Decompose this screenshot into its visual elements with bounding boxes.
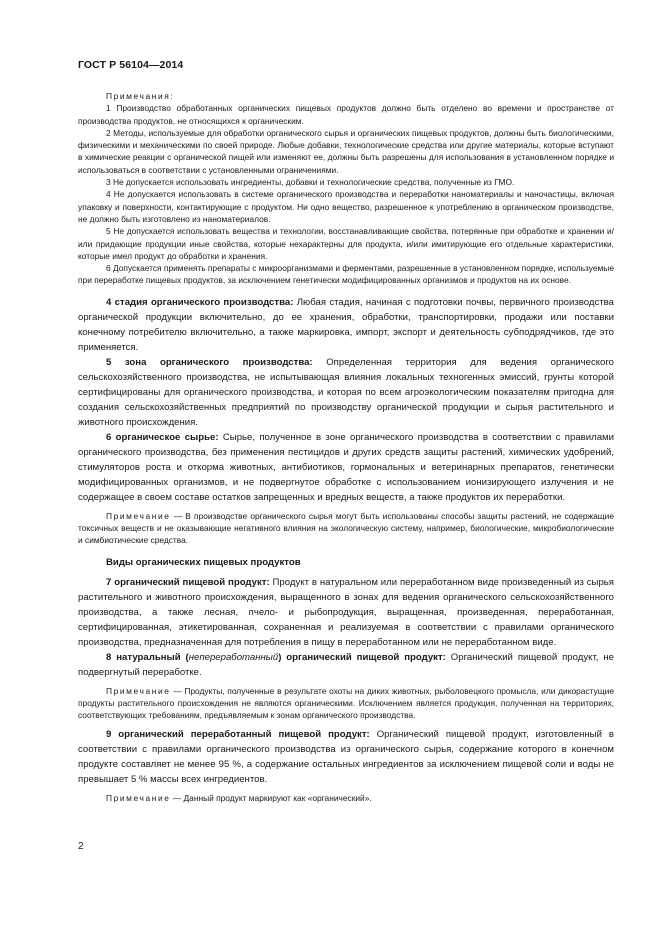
document-header: ГОСТ Р 56104—2014 xyxy=(78,59,184,71)
note-item-5: 5 Не допускается использовать вещества и технологии, восстанавливающие свойства, потерянные при обработке и хранении и/или придающие продукции иные свойства, которые нехарактерны для продукта, и/или имитирующие его отдельные характеристики, которые имел продукт до обработки и хранения. xyxy=(78,226,614,261)
term-8-label: 8 натуральный (непереработанный) органический пищевой продукт: xyxy=(106,651,446,663)
note-label: Примечание xyxy=(106,685,171,696)
term-6-text: Сырье, полученное в зоне органического производства в соответствии с правилами органического производства, без применения пестицидов и других средств защиты растений, химических удобрений, стимуляторов роста и откорма животных, антибиотиков, гормональных и ветеринарных препаратов, генетически модифицированных организмов, и не подвергнутое обработке с использованием ионизирующего излучения и не содержащее в своем составе остатков запрещенных и вредных веществ, а также продуктов их переработки. xyxy=(78,431,614,503)
notes-title: Примечания: xyxy=(106,91,175,101)
note-item-4: 4 Не допускается использовать в системе органического производства и переработки наноматериалы и наночастицы, включая упаковку и поверхности, контактирующие с продуктом. Ни одно вещество, разрешенное к употреблению в органическом производстве, не должно быть изготовлено из наноматериалов. xyxy=(78,189,614,224)
note-item-1: 1 Производство обработанных органических пищевых продуктов должно быть отделено во времени и пространстве от производства продуктов, не относящихся к органическим. xyxy=(78,103,614,126)
note-term-9 xyxy=(78,792,614,804)
term-7 xyxy=(78,575,614,650)
note-text: — Продукты, полученные в результате охоты на диких животных, рыболовецкого промысла, или дикорастущие продукты растительного происхождения не являются органическими. Исключением является продукция, полученная на территориях, соответствующих требованиям, предъявляемым к зонам органического производства. xyxy=(78,685,614,721)
note-item-2: 2 Методы, используемые для обработки органического сырья и органических пищевых продуктов, должны быть биологическими, физическими и механическими по своей природе. Любые добавки, технологические средства или другие материалы, которые вступают в химические реакции с органической пищей или изменяют ее, должны быть разрешены для использования в установленном порядке и использоваться в соответствии с установленными ограничениями. xyxy=(78,127,614,175)
term-7-label: 7 органический пищевой продукт: xyxy=(106,576,270,588)
term-8 xyxy=(78,650,614,680)
term-8-text: Органический пищевой продукт, не подвергнутый переработке. xyxy=(78,651,614,678)
note-term-6 xyxy=(78,510,614,547)
term-5 xyxy=(78,355,614,430)
term-6-label: 6 органическое сырье: xyxy=(106,431,219,443)
note-label: Примечание xyxy=(106,510,171,521)
term-4 xyxy=(78,295,614,355)
term-7-text: Продукт в натуральном или переработанном виде произведенный из сырья растительного и животного происхождения, выращенного в зонах для ведения органического сельскохозяйственного производства, а также лесная, пчело- и рыбопродукция, выращенная, произведенная, переработанная, сертифицированная, этикетированная, сохраненная и реализуемая в соответствии с правилами органического производства, предназначенная для потребления в пищу в переработанном или не переработанном виде. xyxy=(78,576,614,648)
term-6 xyxy=(78,430,614,505)
term-5-text: Определенная территория для ведения органического сельскохозяйственного производства, не испытывающая влияния локальных техногенных эмиссий, грунты которой сертифицированы для органического производства, и которая по всем агроэкологическим показателям пригодна для создания сельскохозяйственных предприятий по производству органической продукции и сырья растительного и животного происхождения. xyxy=(78,356,615,428)
term-9-text: Органический пищевой продукт, изготовленный в соответствии с правилами органического производства из органического сырья, содержание которого в конечном продукте составляет не менее 95 %, а содержание остальных ингредиентов за исключением пищевой соли и воды не превышает 5 % массы всех ингредиентов. xyxy=(78,728,614,785)
note-item-3: 3 Не допускается использовать ингредиенты, добавки и технологические средства, полученные из ГМО. xyxy=(106,177,515,188)
page-number: 2 xyxy=(78,841,84,852)
term-9 xyxy=(78,727,614,787)
note-term-8 xyxy=(78,685,614,722)
section-heading: Виды органических пищевых продуктов xyxy=(106,556,301,568)
note-label: Примечание xyxy=(106,792,171,803)
note-text: — В производстве органического сырья могут быть использованы способы защиты растений, не содержащие токсичных веществ и не оказывающие негативного влияния на экологическую систему, например, биологические, микробиологические и симбиотические средства. xyxy=(78,510,614,546)
note-text: — Данный продукт маркируют как «органический». xyxy=(170,792,372,803)
page-content xyxy=(78,90,614,804)
term-4-text: Любая стадия, начиная с подготовки почвы, первичного производства органической продукции включительно, до ее хранения, обработки, транспортировки, продажи или поставки конечному потребителю включительно, а также маркировка, импорт, экспорт и деятельность субподрядчиков, где это применяется. xyxy=(78,296,614,353)
term-9-label: 9 органический переработанный пищевой продукт: xyxy=(106,728,370,740)
term-4-label: 4 стадия органического производства: xyxy=(106,296,294,308)
note-item-6: 6 Допускается применять препараты с микроорганизмами и ферментами, разрешенные в установленном порядке, используемые при переработке пищевых продуктов, за исключением генетически модифицированных организмов и продуктов на их основе. xyxy=(78,263,614,286)
term-5-label: 5 зона органического производства: xyxy=(106,356,313,368)
